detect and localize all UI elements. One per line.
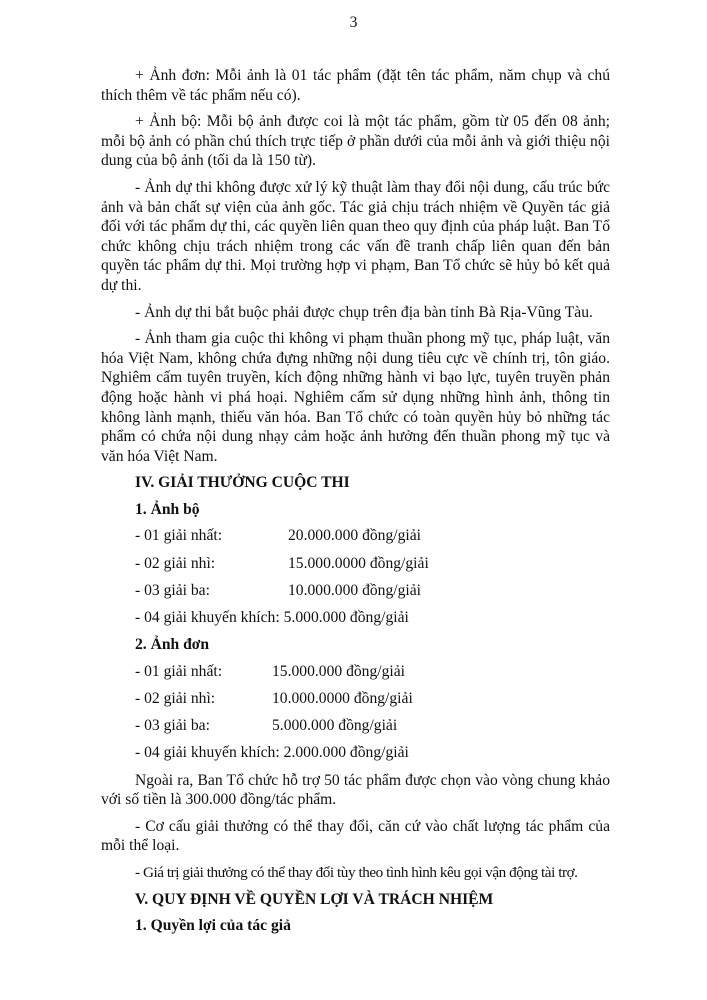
prize-label: - 03 giải ba: [135, 581, 210, 599]
paragraph-prize-value-note: - Giá trị giải thưởng có thể thay đổi tùy theo tình hình kêu gọi vận động tài trợ. [135, 863, 578, 881]
paragraph-single-photo: + Ảnh đơn: Mỗi ảnh là 01 tác phẩm (đặt tên tác phẩm, năm chụp và chú thích thêm về tác phẩm nếu có). [101, 67, 610, 104]
group-title-single-photo: 2. Ảnh đơn [135, 636, 210, 654]
group-title-photo-series: 1. Ảnh bộ [135, 500, 200, 518]
prize-amount: 15.000.0000 đồng/giải [288, 554, 429, 572]
prize-row [101, 581, 610, 601]
paragraph-prize-structure-note: - Cơ cấu giải thưởng có thể thay đổi, căn cứ vào chất lượng tác phẩm của mỗi thể loại. [101, 817, 610, 855]
section-iv-title: IV. GIẢI THƯỞNG CUỘC THI [135, 474, 350, 492]
prize-row [101, 608, 610, 628]
prize-row [101, 554, 610, 574]
prize-label: - 03 giải ba: [135, 717, 210, 735]
paragraph-content-rules: - Ảnh tham gia cuộc thi không vi phạm thuần phong mỹ tục, pháp luật, văn hóa Việt Nam, không chứa đựng những nội dung tiêu cực về chính trị, tôn giáo. Nghiêm cấm tuyên truyền, kích động những hành vi bạo lực, tuyên truyền phản động hoặc hành vi phá hoại. Nghiêm cấm sử dụng những hình ảnh, thông tin không lành mạnh, thiếu văn hóa. Ban Tổ chức có toàn quyền hủy bỏ những tác phẩm có chứa nội dung nhạy cảm hoặc ảnh hưởng đến thuần phong mỹ tục và văn hóa Việt Nam. [101, 330, 610, 465]
prize-row [101, 689, 610, 709]
page-number: 3 [349, 14, 358, 31]
prize-label: - 01 giải nhất: [135, 527, 223, 545]
prize-label: - 02 giải nhì: [135, 690, 216, 707]
prize-row [101, 716, 610, 736]
prize-amount: 15.000.000 đồng/giải [272, 662, 405, 680]
prize-amount: 10.000.0000 đồng/giải [272, 690, 413, 707]
prize-row [101, 743, 610, 763]
prize-amount: 2.000.000 đồng/giải [283, 744, 409, 762]
prize-label: - 01 giải nhất: [135, 662, 223, 680]
paragraph-photo-series: + Ảnh bộ: Mỗi bộ ảnh được coi là một tác phẩm, gồm từ 05 đến 08 ảnh; mỗi bộ ảnh có phần chú thích trực tiếp ở phần dưới của mỗi ảnh và giới thiệu nội dung của bộ ảnh (tối da là 150 từ). [101, 113, 610, 170]
prize-amount: 5.000.000 đồng/giải [272, 717, 398, 735]
prize-row [101, 526, 610, 546]
prize-label: - 04 giải khuyến khích: [135, 609, 280, 627]
prize-amount: 10.000.000 đồng/giải [288, 581, 421, 599]
section-v-title: V. QUY ĐỊNH VỀ QUYỀN LỢI VÀ TRÁCH NHIỆM [135, 890, 494, 908]
paragraph-editing-rules: - Ảnh dự thi không được xử lý kỹ thuật làm thay đổi nội dung, cấu trúc bức ảnh và bản chất sự viện của ảnh gốc. Tác giả chịu trách nhiệm về Quyền tác giả đối với tác phẩm dự thi, các quyền liên quan theo quy định của pháp luật. Ban Tổ chức không chịu trách nhiệm trong các vấn đề tranh chấp liên quan đến bản quyền tác phẩm dự thi. Mọi trường hợp vi phạm, Ban Tổ chức sẽ hủy bỏ kết quả dự thi. [101, 178, 610, 294]
prize-label: - 02 giải nhì: [135, 554, 216, 572]
prize-amount: 20.000.000 đồng/giải [288, 527, 421, 545]
paragraph-location-rule: - Ảnh dự thi bắt buộc phải được chụp trên địa bàn tỉnh Bà Rịa-Vũng Tàu. [135, 303, 593, 321]
document-body [101, 66, 610, 943]
prize-row [101, 662, 610, 682]
paragraph-finalist-support: Ngoài ra, Ban Tổ chức hỗ trợ 50 tác phẩm được chọn vào vòng chung khảo với số tiền là 300.000 đồng/tác phẩm. [101, 771, 610, 809]
prize-label: - 04 giải khuyến khích: [135, 744, 280, 762]
prize-amount: 5.000.000 đồng/giải [283, 609, 409, 627]
section-v-subtitle: 1. Quyền lợi của tác giả [135, 917, 291, 935]
